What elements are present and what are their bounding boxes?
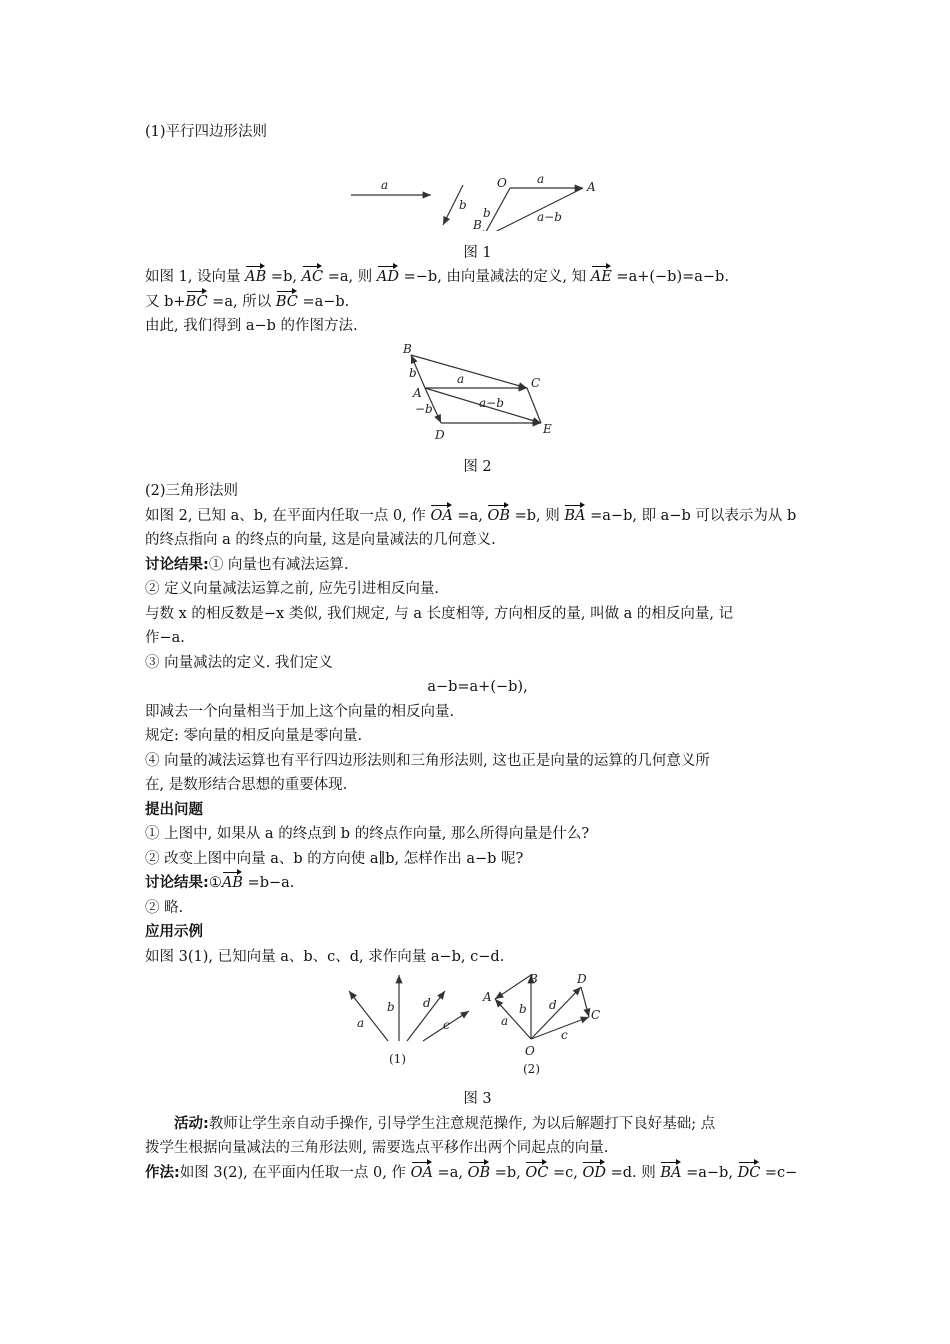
fig1-label-b2: b [483,205,491,220]
paragraph-1-line-3: 由此, 我们得到 a−b 的作图方法. [145,318,358,334]
fig1-label-O: O [497,175,507,190]
fig2-label-B: B [403,342,412,356]
fig1-label-a-minus-b: a−b [537,209,562,224]
subtraction-formula: a−b=a+(−b), [427,679,528,695]
fig3-sub-caption-2: (2) [523,1062,540,1076]
paragraph-2-line-2: 的终点指向 a 的终点的向量, 这是向量减法的几何意义. [145,532,496,548]
paragraph-1-line-2: 又 b+BC =a, 所以 BC =a−b. [145,290,810,315]
fig3-label-B: B [529,973,538,986]
fig3-label-c2: c [561,1028,568,1042]
figure-1 [345,149,605,231]
figure-3 [343,973,608,1081]
figure-3-diagram [343,973,608,1081]
method-line-1: 作法:如图 3(2), 在平面内任取一点 0, 作 OA =a, OB =b, OC =c, OD =d. 则 BA =a−b, DC =c− [145,1161,810,1186]
figure-2-caption: 图 2 [463,458,492,475]
fig3-label-D: D [577,973,587,986]
fig3-vector-BA [495,975,531,999]
fig2-label-A: A [413,385,422,400]
vec-AB-2: AB [222,871,243,891]
discussion-item-6: 规定: 零向量的相反向量是零向量. [145,728,363,744]
discussion-item-3b: 作−a. [145,630,185,646]
vec-AB: AB [245,265,266,285]
discussion-result-2-item-2: ② 略. [145,899,184,916]
fig3-label-C: C [591,1008,601,1022]
paragraph-1-line-1: 如图 1, 设向量 AB =b, AC =a, 则 AD =−b, 由向量减法的定义, 知 AE =a+(−b)=a−b. [145,265,810,290]
vec-OD: OD [582,1161,606,1181]
problem-question-1: ① 上图中, 如果从 a 的终点到 b 的终点作向量, 那么所得向量是什么? [145,826,590,842]
fig1-label-a: a [381,177,389,192]
fig3-label-c: c [443,1018,450,1032]
fig2-label-a-minus-b: a−b [479,395,504,410]
fig3-label-A: A [483,990,492,1004]
figure-1-diagram [345,149,605,231]
document-page [145,120,810,1185]
section-title-triangle: (2)三角形法则 [145,483,239,499]
fig1-label-b: b [459,197,467,212]
discussion-label-2: 讨论结果: [145,875,209,891]
vec-OB-2: OB [468,1161,491,1181]
vec-OC: OC [525,1161,548,1181]
fig3-sub-caption-1: (1) [389,1052,406,1066]
problem-question-2: ② 改变上图中向量 a、b 的方向使 a∥b, 怎样作出 a−b 呢? [145,850,524,867]
vec-BC-2: BC [276,290,298,310]
fig2-label-a: a [457,371,465,386]
fig3-label-b: b [387,1000,395,1014]
fig3-vector-a [349,991,388,1041]
section-title-parallelogram: (1)平行四边形法则 [145,124,268,140]
activity-label: 活动: [174,1115,209,1132]
heading-problem: 提出问题 [145,801,203,818]
fig3-vector-OC [531,1017,589,1039]
vec-DC: DC [738,1161,761,1181]
vec-BC: BC [186,290,208,310]
figure-3-caption: 图 3 [463,1091,492,1107]
figure-1-caption: 图 1 [463,244,492,261]
activity-line-2: 拨学生根据向量减法的三角形法则, 需要选点平移作出两个同起点的向量. [145,1140,609,1156]
fig3-label-d2: d [549,998,557,1012]
fig3-label-b2: b [519,1002,527,1016]
activity-line-1: 活动:教师让学生亲自动手操作, 引导学生注意规范操作, 为以后解题打下良好基础; 点 [174,1115,716,1132]
discussion-item-2: ② 定义向量减法运算之前, 应先引进相反向量. [145,581,439,597]
fig2-label-D: D [435,427,445,442]
paragraph-2-line-1: 如图 2, 已知 a、b, 在平面内任取一点 0, 作 OA =a, OB =b, 则 BA =a−b, 即 a−b 可以表示为从 b [145,504,810,529]
fig3-vector-DC [581,987,589,1017]
fig2-label-b: b [409,365,417,380]
fig1-label-B: B [473,217,482,231]
example-line-1: 如图 3(1), 已知向量 a、b、c、d, 求作向量 a−b, c−d. [145,948,505,965]
fig2-label-E: E [543,421,552,436]
vec-BA: BA [564,504,585,524]
fig2-label-C: C [531,375,541,390]
discussion-item-5: 即减去一个向量相当于加上这个向量的相反向量. [145,703,455,720]
vec-AD: AD [377,265,399,285]
vec-OA-2: OA [411,1161,433,1181]
vec-AC: AC [302,265,324,285]
discussion-item-7a: ④ 向量的减法运算也有平行四边形法则和三角形法则, 这也正是向量的运算的几何意义所 [145,752,710,769]
discussion-result-2: 讨论结果:①AB =b−a. [145,871,810,896]
discussion-result-1: 讨论结果:① 向量也有减法运算. [145,556,349,573]
discussion-item-7b: 在, 是数形结合思想的重要体现. [145,777,348,793]
fig3-label-a2: a [501,1014,509,1028]
discussion-label: 讨论结果: [145,556,209,573]
vec-AE: AE [591,265,612,285]
fig3-vector-OD [531,987,581,1039]
figure-2 [395,343,565,443]
discussion-item-4: ③ 向量减法的定义. 我们定义 [145,654,333,671]
method-label: 作法: [145,1164,180,1181]
fig2-segment-CE [527,388,541,423]
figure-2-diagram [395,343,565,443]
fig2-label-minus-b: −b [415,401,433,416]
fig2-vector-BC [411,355,527,388]
fig3-label-d: d [423,996,431,1010]
vec-OB: OB [487,504,510,524]
vec-BA-2: BA [660,1161,681,1181]
vec-OA: OA [430,504,452,524]
fig1-label-A: A [587,179,596,194]
fig1-label-a2: a [537,171,545,186]
discussion-item-3a: 与数 x 的相反数是−x 类似, 我们规定, 与 a 长度相等, 方向相反的量, 叫做 a 的相反向量, 记 [145,605,734,622]
heading-example: 应用示例 [145,924,203,940]
fig3-label-O: O [525,1044,535,1058]
fig3-label-a: a [357,1016,365,1030]
